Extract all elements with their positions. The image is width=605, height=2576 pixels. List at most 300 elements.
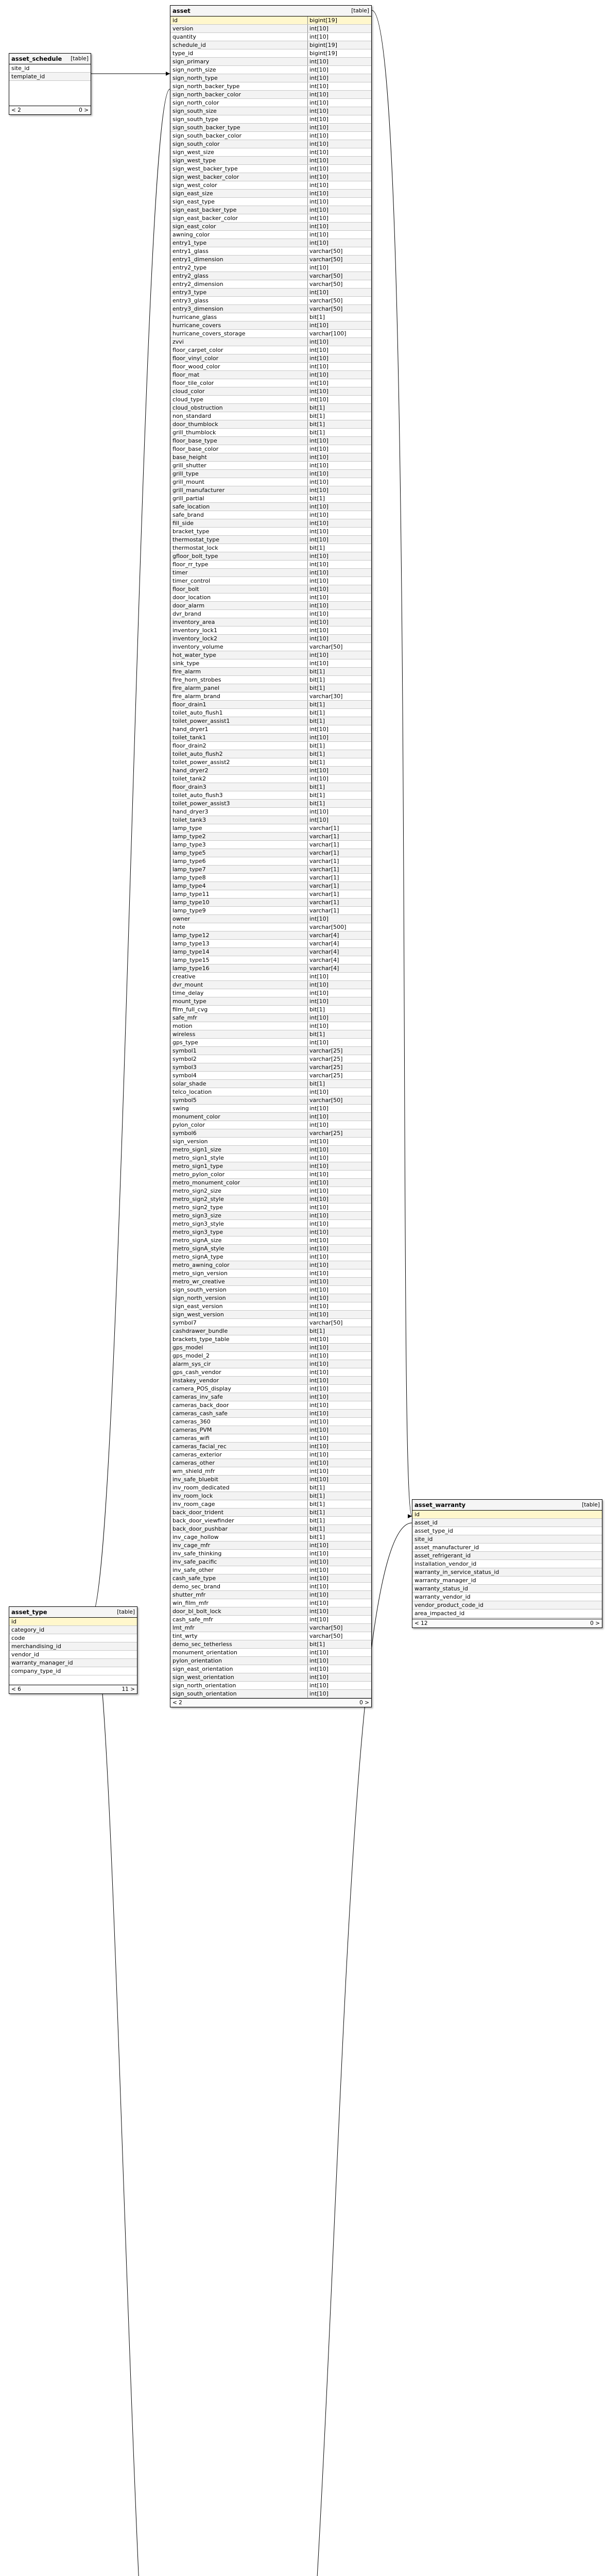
column-row[interactable]: [170, 1294, 371, 1302]
column-row[interactable]: [170, 1550, 371, 1558]
table-name: asset: [172, 7, 191, 14]
column-name: code: [11, 1635, 25, 1641]
column-row[interactable]: [170, 692, 371, 701]
column-type: varchar[1]: [307, 882, 371, 890]
column-name: cameras_360: [172, 1418, 211, 1425]
column-name: site_id: [414, 1536, 433, 1543]
column-row[interactable]: [170, 445, 371, 453]
column-row[interactable]: [170, 478, 371, 486]
column-name: sign_south_backer_color: [172, 132, 242, 139]
column-row[interactable]: [170, 305, 371, 313]
column-type: int[10]: [307, 1220, 371, 1228]
column-row[interactable]: [170, 1682, 371, 1690]
column-row[interactable]: [170, 173, 371, 181]
column-row[interactable]: [170, 1434, 371, 1443]
column-type: int[10]: [307, 618, 371, 626]
column-row[interactable]: [170, 1673, 371, 1682]
column-row[interactable]: [170, 338, 371, 346]
column-row[interactable]: [170, 528, 371, 536]
column-row[interactable]: [170, 1690, 371, 1698]
column-row[interactable]: [170, 404, 371, 412]
column-type: varchar[50]: [307, 247, 371, 255]
column-row[interactable]: [170, 1129, 371, 1138]
column-name: grill_shutter: [172, 462, 206, 469]
table-asset-schedule[interactable]: [9, 53, 91, 115]
column-row[interactable]: [170, 1368, 371, 1377]
column-row[interactable]: [412, 1560, 602, 1568]
column-row[interactable]: [170, 1179, 371, 1187]
column-type: bit[1]: [307, 668, 371, 675]
column-row[interactable]: [170, 1360, 371, 1368]
column-row[interactable]: [170, 1541, 371, 1550]
column-row[interactable]: [170, 981, 371, 989]
column-row[interactable]: [170, 1377, 371, 1385]
column-row[interactable]: [412, 1535, 602, 1544]
column-name: floor_base_type: [172, 437, 217, 444]
column-row[interactable]: [170, 1063, 371, 1072]
column-row[interactable]: [170, 387, 371, 396]
column-row[interactable]: [170, 107, 371, 115]
column-row[interactable]: [170, 16, 371, 25]
column-type: int[10]: [307, 1261, 371, 1269]
column-row[interactable]: [170, 1319, 371, 1327]
column-row[interactable]: [170, 1146, 371, 1154]
column-row[interactable]: [170, 1047, 371, 1055]
column-row[interactable]: [170, 1624, 371, 1632]
column-row[interactable]: [170, 544, 371, 552]
column-row[interactable]: [170, 115, 371, 124]
column-row[interactable]: [170, 280, 371, 289]
column-row[interactable]: [170, 659, 371, 668]
column-row[interactable]: [170, 1121, 371, 1129]
parents-count[interactable]: < 6: [11, 1686, 21, 1692]
column-type: bigint[19]: [307, 41, 371, 49]
column-row[interactable]: [170, 297, 371, 305]
column-row[interactable]: [170, 91, 371, 99]
column-type: int[10]: [307, 1187, 371, 1195]
column-row[interactable]: [170, 552, 371, 561]
column-row[interactable]: [170, 997, 371, 1006]
column-row[interactable]: [170, 1657, 371, 1665]
column-row[interactable]: [170, 940, 371, 948]
column-row[interactable]: [170, 58, 371, 66]
column-row[interactable]: [170, 1467, 371, 1476]
column-name: sign_north_backer_color: [172, 91, 241, 98]
column-row[interactable]: [170, 486, 371, 495]
column-row[interactable]: [170, 190, 371, 198]
column-row[interactable]: [412, 1552, 602, 1560]
column-name: cameras_facial_rec: [172, 1443, 227, 1450]
column-row[interactable]: [170, 1080, 371, 1088]
column-row[interactable]: [170, 1204, 371, 1212]
column-row[interactable]: [170, 1352, 371, 1360]
column-row[interactable]: [412, 1609, 602, 1618]
column-row[interactable]: [412, 1544, 602, 1552]
column-type: int[10]: [307, 775, 371, 783]
column-row[interactable]: [170, 1014, 371, 1022]
column-row[interactable]: [170, 1607, 371, 1616]
column-row[interactable]: [170, 272, 371, 280]
column-row[interactable]: [170, 1245, 371, 1253]
column-type: int[10]: [307, 528, 371, 535]
column-row[interactable]: [412, 1577, 602, 1585]
column-row[interactable]: [170, 610, 371, 618]
column-name: floor_drain1: [172, 701, 206, 708]
column-row[interactable]: [170, 429, 371, 437]
column-row[interactable]: [170, 849, 371, 857]
column-row[interactable]: [170, 66, 371, 74]
column-row[interactable]: [170, 1509, 371, 1517]
column-row[interactable]: [170, 899, 371, 907]
column-row[interactable]: [9, 64, 91, 73]
column-row[interactable]: [170, 1039, 371, 1047]
column-row[interactable]: [170, 396, 371, 404]
column-row[interactable]: [170, 321, 371, 330]
column-row[interactable]: [170, 1517, 371, 1525]
column-row[interactable]: [170, 1154, 371, 1162]
column-row[interactable]: [170, 1311, 371, 1319]
column-row[interactable]: [170, 1500, 371, 1509]
column-type: int[10]: [307, 140, 371, 148]
column-row[interactable]: [170, 470, 371, 478]
column-name: sign_east_color: [172, 223, 216, 230]
column-row[interactable]: [170, 800, 371, 808]
column-row[interactable]: [9, 1634, 137, 1642]
column-row[interactable]: [9, 1642, 137, 1651]
column-row[interactable]: [170, 618, 371, 626]
column-row[interactable]: [170, 1443, 371, 1451]
column-name: toilet_power_assist3: [172, 800, 230, 807]
column-row[interactable]: [170, 758, 371, 767]
column-row[interactable]: [170, 956, 371, 964]
children-count[interactable]: 0 >: [590, 1620, 600, 1626]
column-row[interactable]: [170, 1616, 371, 1624]
column-row[interactable]: [170, 1640, 371, 1649]
column-name: fire_alarm: [172, 668, 201, 675]
column-name: safe_mfr: [172, 1014, 197, 1021]
column-row[interactable]: [170, 1344, 371, 1352]
column-name: sign_east_size: [172, 190, 213, 197]
column-row[interactable]: [170, 635, 371, 643]
column-row[interactable]: [412, 1519, 602, 1527]
column-row[interactable]: [170, 1418, 371, 1426]
column-row[interactable]: [170, 1393, 371, 1401]
table-kind: [table]: [117, 1609, 135, 1615]
column-row[interactable]: [170, 931, 371, 940]
column-list: [170, 16, 371, 1698]
column-row[interactable]: [170, 1138, 371, 1146]
column-row[interactable]: [170, 1525, 371, 1533]
column-row[interactable]: [170, 412, 371, 420]
column-name: warranty_status_id: [414, 1585, 468, 1592]
column-type: int[10]: [307, 1690, 371, 1698]
column-row[interactable]: [170, 124, 371, 132]
column-row[interactable]: [170, 1451, 371, 1459]
column-row[interactable]: [170, 346, 371, 354]
column-row[interactable]: [170, 247, 371, 256]
column-row[interactable]: [9, 1618, 137, 1626]
column-row[interactable]: [170, 948, 371, 956]
column-row[interactable]: [170, 1476, 371, 1484]
column-row[interactable]: [170, 709, 371, 717]
column-row[interactable]: [170, 313, 371, 321]
column-row[interactable]: [170, 82, 371, 91]
children-count[interactable]: 0 >: [79, 107, 89, 113]
table-asset[interactable]: [170, 5, 372, 1707]
column-row[interactable]: [170, 1055, 371, 1063]
parents-count[interactable]: < 2: [11, 107, 21, 113]
column-row[interactable]: [170, 1286, 371, 1294]
column-row[interactable]: [170, 437, 371, 445]
column-row[interactable]: [170, 750, 371, 758]
column-row[interactable]: [170, 1327, 371, 1335]
column-row[interactable]: [170, 1632, 371, 1640]
column-row[interactable]: [170, 519, 371, 528]
column-row[interactable]: [412, 1601, 602, 1609]
column-name: sign_east_type: [172, 198, 215, 205]
column-row[interactable]: [170, 214, 371, 223]
column-name: inv_cage_mfr: [172, 1542, 211, 1549]
column-list: [412, 1511, 602, 1619]
column-row[interactable]: [170, 1261, 371, 1269]
column-row[interactable]: [170, 1401, 371, 1410]
column-row[interactable]: [170, 1187, 371, 1195]
column-row[interactable]: [170, 824, 371, 833]
column-row[interactable]: [170, 330, 371, 338]
column-type: int[10]: [307, 190, 371, 197]
column-type: bit[1]: [307, 701, 371, 708]
column-row[interactable]: [170, 602, 371, 610]
column-row[interactable]: [170, 1426, 371, 1434]
column-row[interactable]: [170, 626, 371, 635]
column-row[interactable]: [170, 1566, 371, 1574]
column-row[interactable]: [170, 536, 371, 544]
column-row[interactable]: [170, 816, 371, 824]
column-row[interactable]: [170, 684, 371, 692]
column-row[interactable]: [170, 1459, 371, 1467]
column-row[interactable]: [170, 140, 371, 148]
column-row[interactable]: [170, 874, 371, 882]
column-row[interactable]: [170, 701, 371, 709]
column-type: int[10]: [307, 585, 371, 593]
column-row[interactable]: [170, 734, 371, 742]
column-row[interactable]: [170, 725, 371, 734]
column-row[interactable]: [170, 1105, 371, 1113]
column-name: fire_alarm_panel: [172, 685, 220, 691]
column-row[interactable]: [170, 890, 371, 899]
column-row[interactable]: [170, 223, 371, 231]
column-row[interactable]: [170, 363, 371, 371]
column-row[interactable]: [170, 808, 371, 816]
column-name: lamp_type10: [172, 899, 210, 906]
column-name: inventory_lock2: [172, 635, 218, 642]
column-row[interactable]: [9, 1667, 137, 1675]
column-row[interactable]: [170, 1162, 371, 1171]
column-row[interactable]: [170, 462, 371, 470]
column-row[interactable]: [170, 1006, 371, 1014]
column-name: symbol4: [172, 1072, 197, 1079]
column-row[interactable]: [170, 577, 371, 585]
children-count[interactable]: 0 >: [359, 1700, 369, 1706]
column-row[interactable]: [170, 1088, 371, 1096]
table-footer: [9, 1685, 137, 1693]
column-row[interactable]: [170, 74, 371, 82]
column-row[interactable]: [170, 915, 371, 923]
column-row[interactable]: [170, 923, 371, 931]
column-name: fill_side: [172, 520, 194, 527]
column-row[interactable]: [170, 585, 371, 594]
column-row[interactable]: [170, 989, 371, 997]
column-row[interactable]: [9, 1659, 137, 1667]
column-row[interactable]: [170, 511, 371, 519]
table-asset-type[interactable]: [9, 1606, 137, 1694]
column-row[interactable]: [170, 651, 371, 659]
column-row[interactable]: [170, 1335, 371, 1344]
column-row[interactable]: [170, 767, 371, 775]
column-row[interactable]: [170, 1278, 371, 1286]
children-count[interactable]: 11 >: [122, 1686, 135, 1692]
column-row[interactable]: [170, 198, 371, 206]
column-row[interactable]: [412, 1527, 602, 1535]
column-type: int[10]: [307, 725, 371, 733]
column-row[interactable]: [170, 1220, 371, 1228]
column-row[interactable]: [170, 1096, 371, 1105]
column-row[interactable]: [170, 775, 371, 783]
column-name: floor_drain3: [172, 784, 206, 790]
column-type: varchar[50]: [307, 305, 371, 313]
table-asset-warranty[interactable]: [412, 1499, 602, 1628]
column-row[interactable]: [170, 841, 371, 849]
column-row[interactable]: [170, 239, 371, 247]
column-row[interactable]: [170, 1171, 371, 1179]
column-row[interactable]: [170, 833, 371, 841]
column-row[interactable]: [170, 1599, 371, 1607]
column-name: back_door_viewfinder: [172, 1517, 234, 1524]
column-row[interactable]: [170, 676, 371, 684]
column-row[interactable]: [412, 1593, 602, 1601]
column-row[interactable]: [170, 206, 371, 214]
column-row[interactable]: [170, 1253, 371, 1261]
column-row[interactable]: [170, 1410, 371, 1418]
column-name: sign_east_orientation: [172, 1666, 233, 1672]
column-row[interactable]: [170, 132, 371, 140]
column-row[interactable]: [170, 717, 371, 725]
column-row[interactable]: [170, 379, 371, 387]
column-row[interactable]: [170, 256, 371, 264]
column-name: version: [172, 25, 194, 32]
parents-count[interactable]: < 12: [414, 1620, 428, 1626]
column-row[interactable]: [170, 866, 371, 874]
column-row[interactable]: [170, 1113, 371, 1121]
column-row[interactable]: [412, 1585, 602, 1593]
column-row[interactable]: [170, 1583, 371, 1591]
column-type: int[10]: [307, 1236, 371, 1244]
column-row[interactable]: [412, 1568, 602, 1577]
column-name: metro_sign1_style: [172, 1155, 224, 1161]
column-row[interactable]: [170, 1574, 371, 1583]
column-row[interactable]: [170, 1022, 371, 1030]
column-row[interactable]: [170, 1228, 371, 1236]
column-row[interactable]: [170, 420, 371, 429]
column-row[interactable]: [170, 157, 371, 165]
column-row[interactable]: [170, 1212, 371, 1220]
column-row[interactable]: [170, 857, 371, 866]
column-row[interactable]: [9, 1626, 137, 1634]
column-row[interactable]: [170, 99, 371, 107]
column-row[interactable]: [170, 1492, 371, 1500]
column-row[interactable]: [170, 569, 371, 577]
column-row[interactable]: [170, 181, 371, 190]
column-name: lamp_type15: [172, 957, 210, 963]
column-row[interactable]: [170, 1302, 371, 1311]
column-row[interactable]: [170, 1558, 371, 1566]
column-row[interactable]: [170, 148, 371, 157]
column-name: metro_sign3_size: [172, 1212, 221, 1219]
column-row[interactable]: [170, 907, 371, 915]
column-row[interactable]: [170, 453, 371, 462]
column-row[interactable]: [170, 371, 371, 379]
column-row[interactable]: [170, 495, 371, 503]
column-row[interactable]: [170, 25, 371, 33]
column-row[interactable]: [170, 165, 371, 173]
column-row[interactable]: [9, 73, 91, 81]
column-row[interactable]: [170, 503, 371, 511]
column-row[interactable]: [170, 791, 371, 800]
column-row[interactable]: [412, 1511, 602, 1519]
column-type: varchar[50]: [307, 1319, 371, 1327]
column-row[interactable]: [170, 1591, 371, 1599]
column-row[interactable]: [170, 41, 371, 49]
column-row[interactable]: [170, 289, 371, 297]
column-name: demo_sec_tetherless: [172, 1641, 232, 1648]
column-row[interactable]: [170, 354, 371, 363]
parents-count[interactable]: < 2: [172, 1700, 182, 1706]
column-name: site_id: [11, 65, 30, 72]
column-name: shutter_mfr: [172, 1591, 206, 1598]
column-name: entry3_dimension: [172, 306, 223, 312]
column-row[interactable]: [170, 783, 371, 791]
column-name: template_id: [11, 73, 45, 80]
column-row[interactable]: [170, 561, 371, 569]
column-row[interactable]: [170, 1533, 371, 1541]
column-row[interactable]: [170, 1030, 371, 1039]
column-row[interactable]: [170, 1484, 371, 1492]
column-row[interactable]: [170, 643, 371, 651]
column-row[interactable]: [170, 973, 371, 981]
column-row[interactable]: [9, 1651, 137, 1659]
column-row[interactable]: [170, 1665, 371, 1673]
column-type: bigint[19]: [307, 16, 371, 24]
column-row[interactable]: [170, 33, 371, 41]
column-row[interactable]: [170, 1072, 371, 1080]
column-row[interactable]: [170, 1385, 371, 1393]
column-row[interactable]: [170, 882, 371, 890]
column-row[interactable]: [170, 1649, 371, 1657]
column-row[interactable]: [170, 1195, 371, 1204]
column-row[interactable]: [170, 264, 371, 272]
column-name: gps_cash_vendor: [172, 1369, 221, 1376]
column-name: solar_shade: [172, 1080, 206, 1087]
column-row[interactable]: [170, 964, 371, 973]
column-row[interactable]: [170, 1269, 371, 1278]
column-row[interactable]: [170, 49, 371, 58]
column-row[interactable]: [170, 594, 371, 602]
column-row[interactable]: [170, 1236, 371, 1245]
column-row[interactable]: [170, 231, 371, 239]
column-row[interactable]: [170, 668, 371, 676]
column-type: int[10]: [307, 511, 371, 519]
column-row[interactable]: [170, 742, 371, 750]
